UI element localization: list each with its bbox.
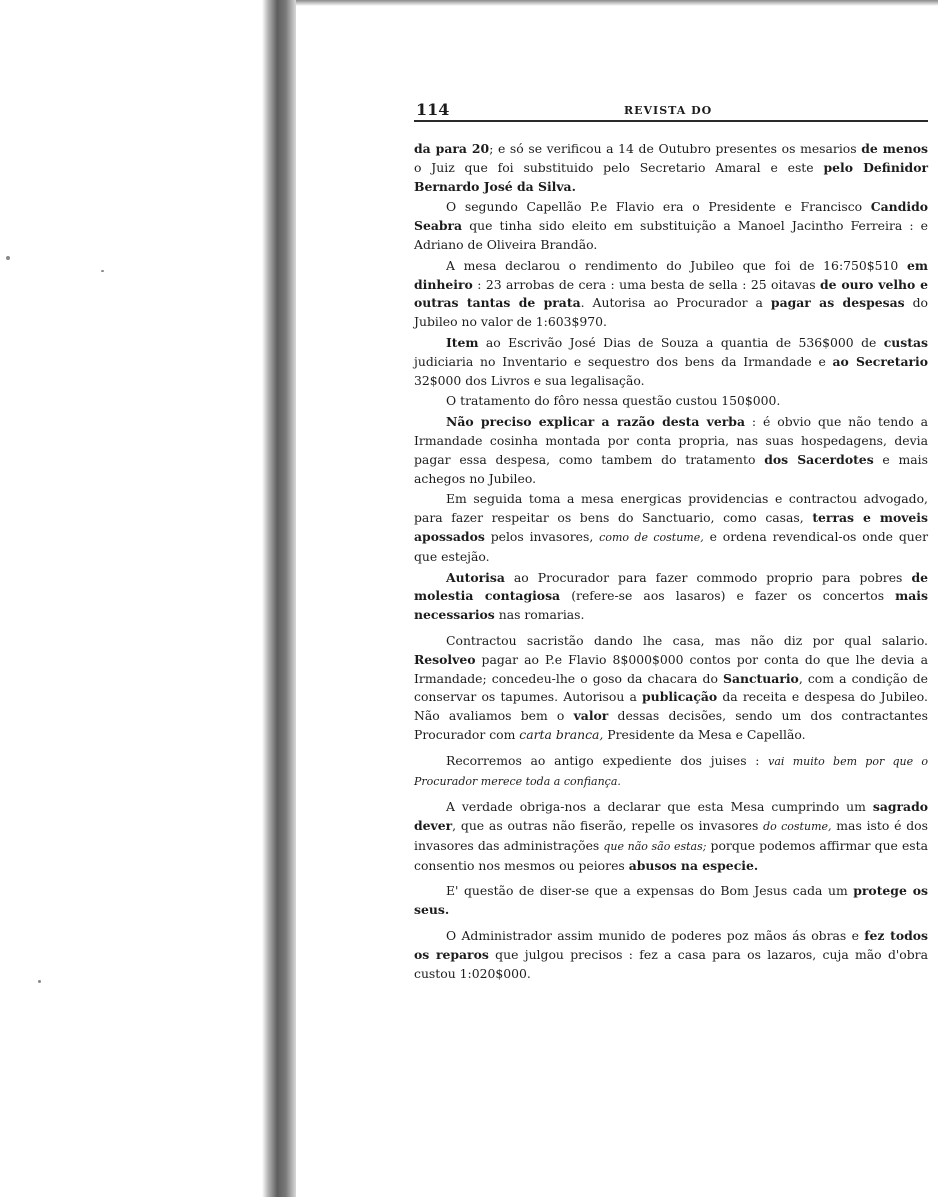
- text: e ordena revendical-os onde quer que estejão.: [414, 528, 928, 564]
- paragraph: [414, 882, 928, 920]
- text: 32$000 dos Livros e sua legalisação.: [414, 372, 645, 388]
- text: : é obvio que não tendo a Irmandade cosinha montada por conta propria, nas suas hospedagens, devia pagar essa despesa, como tambem do tratamento: [414, 414, 928, 467]
- paragraph: [414, 927, 928, 983]
- italic-text: como de costume,: [599, 530, 704, 544]
- text: do Jubileo no valor de 1:603$970.: [414, 295, 928, 330]
- paragraph: [414, 140, 928, 196]
- text: da receita e despesa do Jubileo. Não avaliamos bem o: [414, 689, 928, 724]
- emphasis: mais necessarios: [414, 588, 928, 623]
- text: o Juiz que foi substituido pelo Secretario Amaral e este: [414, 159, 824, 175]
- text: (refere-se aos lasaros) e fazer os concertos: [560, 588, 896, 604]
- text: Presidente da Mesa e Capellão.: [603, 726, 806, 742]
- text: O segundo Capellão P.e Flavio era o Presidente e Francisco: [446, 199, 871, 215]
- text: . Autorisa ao Procurador a: [580, 295, 771, 311]
- text: que tinha sido eleito em substituição a Manoel Jacintho Ferreira : e Adriano de Oliveira Brandão.: [414, 218, 928, 252]
- scan-margin: [0, 0, 272, 1197]
- emphasis: custas: [883, 334, 928, 350]
- paragraph: [414, 798, 928, 875]
- italic-text: que não são estas;: [603, 839, 707, 853]
- emphasis: da para 20: [414, 141, 490, 156]
- text: O Administrador assim munido de poderes poz mãos ás obras e: [446, 928, 865, 944]
- text: A verdade obriga-nos a declarar que esta Mesa cumprindo um: [446, 799, 873, 815]
- text: porque podemos affirmar que esta consentio nos mesmos ou peiores: [414, 837, 928, 873]
- text: ao Procurador para fazer commodo proprio para pobres: [504, 569, 912, 585]
- book-page: [414, 96, 928, 985]
- emphasis: pelo Definidor Bernardo José da Silva.: [414, 159, 928, 194]
- emphasis: valor: [573, 708, 609, 724]
- text: Recorremos ao antigo expediente dos juises :: [446, 752, 769, 768]
- scan-speck: [6, 256, 10, 260]
- text: A mesa declarou o rendimento do Jubileo que foi de 16:750$510: [446, 257, 907, 273]
- emphasis: abusos na especie.: [628, 857, 759, 873]
- emphasis: pagar as despesas: [770, 295, 905, 311]
- text: O tratamento do fôro nessa questão custou 150$000.: [446, 393, 781, 409]
- paragraph: [414, 752, 928, 792]
- text: que julgou precisos : fez a casa para os lazaros, cuja mão d'obra custou 1:020$000.: [414, 946, 928, 981]
- italic-text: do costume,: [763, 820, 832, 834]
- emphasis: de menos: [861, 141, 929, 156]
- text: pagar ao P.e Flavio 8$000$000 contos por conta do que lhe devia a Irmandade; concedeu-lhe o goso da chacara do: [414, 651, 928, 686]
- text: mas isto é dos invasores das administrações: [414, 818, 929, 853]
- paragraph: [414, 334, 928, 390]
- text: , com a condição de conservar os tapumes. Autorisou a: [414, 670, 928, 705]
- page-header: [414, 96, 928, 122]
- text: : 23 arrobas de cera : uma besta de sella : 25 oitavas: [472, 276, 821, 292]
- emphasis: de molestia contagiosa: [414, 569, 928, 604]
- emphasis: em dinheiro: [414, 257, 928, 292]
- emphasis: ao Secretario: [832, 353, 928, 369]
- book-spine-shadow: [262, 0, 296, 1197]
- text: Em seguida toma a mesa energicas providencias e contractou advogado, para fazer respeitar os bens do Sanctuario, como casas,: [414, 491, 928, 526]
- paragraph: [414, 392, 928, 411]
- text: E' questão de diser-se que a expensas do Bom Jesus cada um: [446, 883, 854, 899]
- paragraph: [414, 569, 928, 625]
- emphasis: Não preciso explicar a razão desta verba: [446, 414, 745, 430]
- text: ao Escrivão José Dias de Souza a quantia de 536$000 de: [478, 334, 884, 350]
- scan-speck: [101, 270, 104, 272]
- paragraph: [414, 413, 928, 488]
- emphasis: Autorisa: [446, 569, 505, 585]
- emphasis: publicação: [642, 689, 718, 705]
- text: ; e só se verificou a 14 de Outubro presentes os mesarios: [489, 141, 862, 156]
- emphasis: Resolveo: [414, 651, 476, 667]
- emphasis: fez todos os reparos: [414, 928, 928, 962]
- emphasis: dos Sacerdotes: [764, 451, 874, 467]
- text: dessas decisões, sendo um dos contractantes Procurador com: [414, 708, 928, 742]
- text: nas romarias.: [494, 607, 585, 623]
- italic-text: vai muito bem por que o Procurador merece toda a confiança.: [414, 754, 928, 788]
- text: pelos invasores,: [484, 528, 600, 544]
- paragraph: [414, 490, 928, 566]
- paragraph: [414, 198, 928, 254]
- italic-text: carta branca,: [519, 726, 604, 742]
- page-number: 114: [416, 100, 450, 119]
- page-body: [414, 140, 928, 983]
- text: Contractou sacristão dando lhe casa, mas não diz por qual salario.: [446, 632, 928, 648]
- emphasis: Candido Seabra: [414, 199, 928, 234]
- emphasis: Item: [446, 334, 479, 350]
- text: e mais achegos no Jubileo.: [414, 451, 928, 486]
- page-top-edge: [296, 0, 938, 6]
- emphasis: protege os seus.: [414, 883, 928, 918]
- paragraph: [414, 632, 928, 745]
- text: , que as outras não fiserão, repelle os invasores: [452, 818, 764, 834]
- paragraph: [414, 257, 928, 332]
- emphasis: Sanctuario: [723, 670, 799, 686]
- emphasis: terras e moveis apossados: [414, 510, 928, 544]
- emphasis: de ouro velho e outras tantas de prata: [414, 276, 928, 311]
- scan-speck: [38, 980, 41, 983]
- text: judiciaria no Inventario e sequestro dos bens da Irmandade e: [414, 353, 833, 369]
- emphasis: sagrado dever: [414, 799, 928, 834]
- running-head: REVISTA DO: [624, 104, 713, 117]
